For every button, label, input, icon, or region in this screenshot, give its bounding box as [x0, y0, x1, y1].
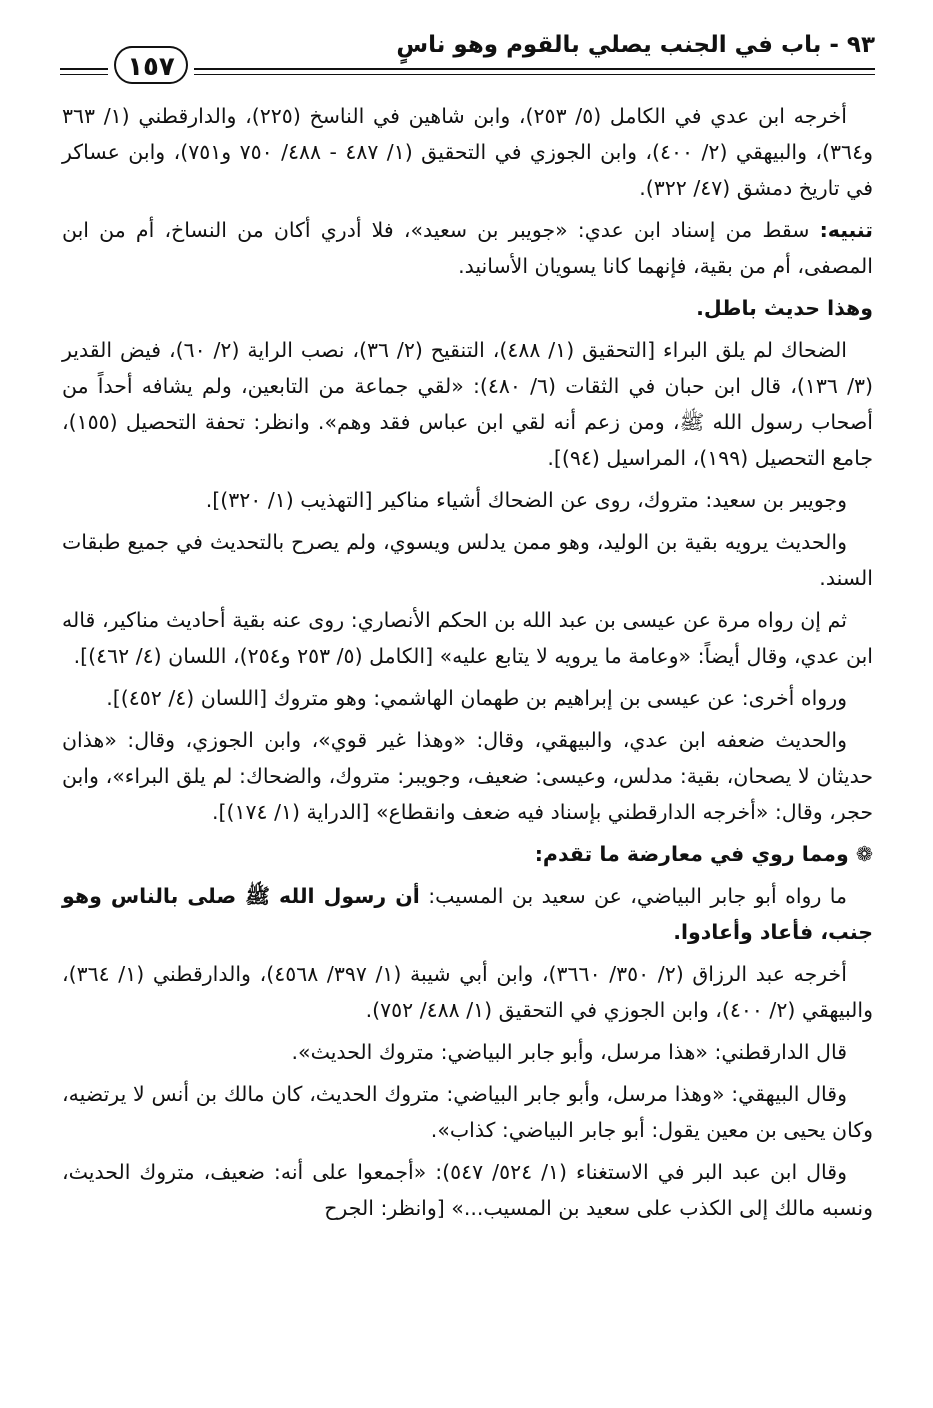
paragraph-text: قال الدارقطني: «هذا مرسل، وأبو جابر البياضي: متروك الحديث».	[291, 1040, 847, 1064]
ruling-heading: وهذا حديث باطل.	[696, 296, 873, 320]
paragraph	[62, 332, 873, 476]
page-number-frame	[108, 46, 194, 86]
paragraph	[62, 680, 873, 716]
paragraph-text: أخرجه ابن عدي في الكامل (٥/ ٢٥٣)، وابن شاهين في الناسخ (٢٢٥)، والدارقطني (١/ ٣٦٣ و٣٦٤)، والبيهقي (٢/ ٤٠٠)، وابن الجوزي في التحقيق (١/ ٤٨٧ - ٤٨٨/ ٧٥٠ و٧٥١)، وابن عساكر في تاريخ دمشق (٤٧/ ٣٢٢).	[62, 104, 873, 200]
paragraph-text: وجويبر بن سعيد: متروك، روى عن الضحاك أشياء مناكير [التهذيب (١/ ٣٢٠)].	[205, 488, 847, 512]
paragraph	[62, 212, 873, 284]
paragraph	[62, 956, 873, 1028]
paragraph	[62, 524, 873, 596]
paragraph-text: وقال البيهقي: «وهذا مرسل، وأبو جابر البياضي: متروك الحديث، كان مالك بن أنس لا يرتضيه، وكان يحيى بن معين يقول: أبو جابر البياضي: كذاب».	[62, 1082, 873, 1142]
paragraph	[62, 1034, 873, 1070]
note-heading: تنبيه:	[819, 218, 873, 242]
paragraph-text: سقط من إسناد ابن عدي: «جويبر بن سعيد»، فلا أدري أكان من النساخ، أم من ابن المصفى، أم من بقية، فإنهما كانا يسويان الأسانيد.	[62, 218, 873, 278]
paragraph	[62, 836, 873, 872]
page-body	[62, 98, 873, 1232]
page-header	[60, 28, 875, 86]
page-number: ١٥٧	[114, 46, 188, 84]
paragraph	[62, 878, 873, 950]
paragraph-text: والحديث ضعفه ابن عدي، والبيهقي، وقال: «وهذا غير قوي»، وابن الجوزي، وقال: «هذان حديثان لا يصحان، بقية: مدلس، وعيسى: ضعيف، وجويبر: متروك، والضحاك: لم يلق البراء»، وابن حجر، وقال: «أخرجه الدارقطني بإسناد فيه ضعف وانقطاع» [الدراية (١/ ١٧٤)].	[62, 728, 873, 824]
paragraph-text: أخرجه عبد الرزاق (٢/ ٣٥٠/ ٣٦٦٠)، وابن أبي شيبة (١/ ٣٩٧/ ٤٥٦٨)، والدارقطني (١/ ٣٦٤)، والبيهقي (٢/ ٤٠٠)، وابن الجوزي في التحقيق (١/ ٤٨٨/ ٧٥٢).	[62, 962, 873, 1022]
paragraph	[62, 1154, 873, 1226]
paragraph-text: الضحاك لم يلق البراء [التحقيق (١/ ٤٨٨)، التنقيح (٢/ ٣٦)، نصب الراية (٢/ ٦٠)، فيض القدير (٣/ ١٣٦)، قال ابن حبان في الثقات (٦/ ٤٨٠): «لقي جماعة من التابعين، ولم يشافه أحداً من أصحاب رسول الله ﷺ، ومن زعم أنه لقي ابن عباس فقد وهم». وانظر: تحفة التحصيل (١٥٥)، جامع التحصيل (١٩٩)، المراسيل (٩٤)].	[62, 338, 873, 470]
paragraph	[62, 98, 873, 206]
section-heading: ❁ ومما روي في معارضة ما تقدم:	[534, 842, 873, 866]
paragraph-text: ورواه أخرى: عن عيسى بن إبراهيم بن طهمان الهاشمي: وهو متروك [اللسان (٤/ ٤٥٢)].	[106, 686, 847, 710]
hadith-text: أن رسول الله ﷺ صلى بالناس وهو جنب، فأعاد وأعادوا.	[62, 884, 873, 944]
paragraph	[62, 482, 873, 518]
chapter-title: ٩٣ - باب في الجنب يصلي بالقوم وهو ناسٍ	[396, 32, 875, 58]
paragraph-text: والحديث يرويه بقية بن الوليد، وهو ممن يدلس ويسوي، ولم يصرح بالتحديث في جميع طبقات السند.	[62, 530, 873, 590]
paragraph	[62, 602, 873, 674]
paragraph-text: وقال ابن عبد البر في الاستغناء (١/ ٥٢٤/ ٥٤٧): «أجمعوا على أنه: ضعيف، متروك الحديث، ونسبه مالك إلى الكذب على سعيد بن المسيب...» [وانظر: الجرح	[62, 1160, 873, 1220]
paragraph	[62, 290, 873, 326]
paragraph-text: ثم إن رواه مرة عن عيسى بن عبد الله بن الحكم الأنصاري: روى عنه بقية أحاديث مناكير، قاله ابن عدي، وقال أيضاً: «وعامة ما يرويه لا يتابع عليه» [الكامل (٥/ ٢٥٣ و٢٥٤)، اللسان (٤/ ٤٦٢)].	[62, 608, 873, 668]
paragraph	[62, 722, 873, 830]
paragraph-text: ما رواه أبو جابر البياضي، عن سعيد بن المسيب:	[419, 884, 847, 908]
paragraph	[62, 1076, 873, 1148]
